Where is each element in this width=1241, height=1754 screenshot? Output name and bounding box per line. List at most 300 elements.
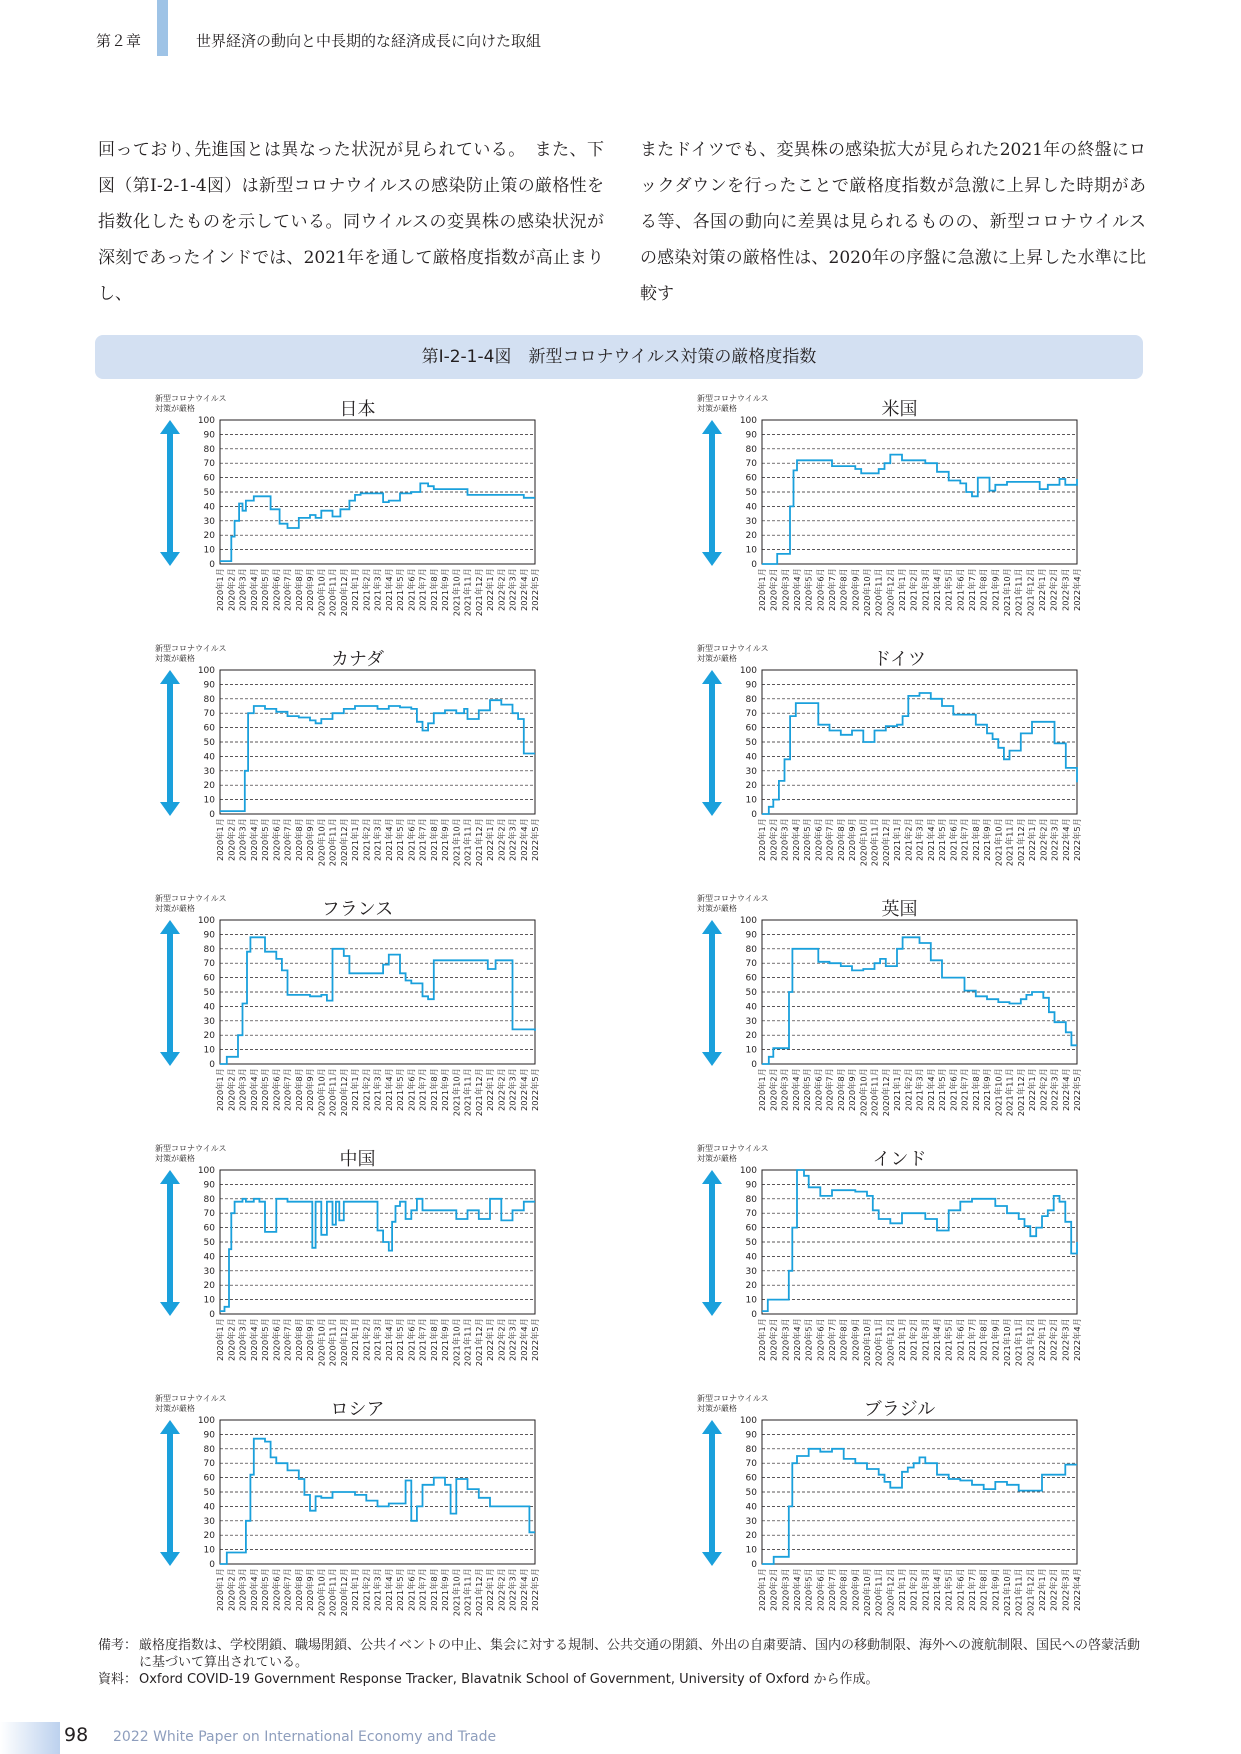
y-tick-label: 60: [203, 723, 215, 734]
x-tick-label: 2021年5月: [937, 1068, 947, 1111]
y-tick-label: 40: [745, 752, 757, 763]
x-tick-label: 2021年4月: [932, 568, 942, 611]
x-tick-label: 2020年5月: [802, 1068, 812, 1111]
plot-frame: [762, 670, 1077, 814]
y-tick-label: 30: [203, 1266, 215, 1277]
x-tick-label: 2021年6月: [406, 1068, 417, 1111]
arrow-label: 新型コロナウイルス: [697, 894, 769, 903]
plot-frame: [220, 1420, 535, 1564]
x-tick-label: 2020年7月: [827, 1318, 837, 1361]
x-tick-label: 2022年1月: [1037, 1568, 1047, 1611]
x-tick-label: 2020年12月: [338, 1568, 349, 1617]
chart-title: 日本: [339, 399, 376, 420]
x-tick-label: 2022年4月: [1072, 568, 1082, 611]
x-tick-label: 2021年11月: [1004, 1068, 1015, 1117]
x-tick-label: 2020年2月: [226, 818, 237, 861]
y-tick-label: 10: [745, 1295, 757, 1306]
x-tick-label: 2020年7月: [827, 568, 837, 611]
x-tick-label: 2020年9月: [305, 1068, 315, 1111]
x-tick-label: 2020年6月: [271, 1318, 282, 1361]
y-tick-label: 20: [745, 1531, 757, 1542]
x-tick-label: 2020年9月: [850, 1568, 861, 1611]
x-tick-label: 2020年10月: [862, 1568, 872, 1617]
x-tick-label: 2021年7月: [417, 568, 428, 611]
x-tick-label: 2022年2月: [496, 1568, 507, 1611]
x-tick-label: 2022年4月: [1060, 1068, 1071, 1111]
arrow-head-down: [160, 1552, 180, 1566]
x-tick-label: 2021年1月: [892, 818, 902, 861]
x-tick-label: 2021年2月: [361, 1068, 372, 1111]
y-tick-label: 40: [203, 1502, 215, 1513]
y-tick-label: 40: [745, 1002, 757, 1013]
x-tick-label: 2020年7月: [827, 1568, 837, 1611]
x-tick-label: 2022年4月: [518, 1318, 529, 1361]
x-tick-label: 2021年8月: [978, 568, 989, 612]
x-tick-label: 2022年2月: [1038, 818, 1049, 861]
x-tick-label: 2020年9月: [850, 568, 861, 611]
x-tick-label: 2020年2月: [226, 1068, 237, 1111]
x-tick-label: 2020年2月: [768, 568, 779, 611]
chart-title: 中国: [339, 1149, 376, 1170]
x-tick-label: 2021年10月: [451, 1568, 462, 1617]
x-tick-label: 2020年1月: [215, 1068, 225, 1111]
plot-frame: [220, 670, 535, 814]
arrow-head-down: [702, 1052, 722, 1066]
x-tick-label: 2021年2月: [903, 818, 914, 861]
y-tick-label: 20: [745, 531, 757, 542]
page-number: 98: [64, 1724, 89, 1746]
x-tick-label: 2020年7月: [282, 1068, 293, 1111]
country-chart: [155, 893, 540, 1116]
y-tick-label: 40: [203, 502, 215, 513]
x-tick-label: 2020年10月: [862, 568, 872, 617]
x-tick-label: 2020年1月: [215, 1568, 225, 1611]
x-tick-label: 2020年3月: [237, 568, 248, 611]
x-tick-label: 2021年3月: [372, 1068, 383, 1111]
plot-frame: [220, 420, 535, 564]
y-tick-label: 10: [745, 795, 757, 806]
x-tick-label: 2022年3月: [1060, 1568, 1071, 1611]
x-tick-label: 2020年7月: [282, 1318, 293, 1361]
x-tick-label: 2021年12月: [473, 818, 484, 867]
chart-title: 米国: [881, 399, 918, 420]
y-tick-label: 20: [203, 1281, 215, 1292]
x-tick-label: 2020年12月: [885, 568, 896, 617]
x-tick-label: 2020年11月: [873, 1568, 884, 1617]
y-tick-label: 0: [751, 560, 757, 570]
y-tick-label: 70: [203, 709, 215, 720]
x-tick-label: 2020年8月: [293, 818, 304, 861]
body-text-right: [640, 132, 1146, 312]
x-tick-label: 2021年2月: [361, 568, 372, 611]
arrow-head-down: [702, 1302, 722, 1316]
x-tick-label: 2020年9月: [305, 818, 315, 861]
x-tick-label: 2020年1月: [215, 818, 225, 861]
x-tick-label: 2021年2月: [908, 1318, 919, 1361]
x-tick-label: 2020年12月: [338, 1318, 349, 1367]
y-tick-label: 70: [745, 1209, 757, 1220]
x-tick-label: 2022年1月: [485, 568, 495, 611]
y-tick-label: 50: [745, 738, 757, 748]
x-tick-label: 2022年5月: [530, 1568, 540, 1611]
x-tick-label: 2020年2月: [768, 1068, 779, 1111]
x-tick-label: 2021年7月: [417, 1318, 428, 1361]
x-tick-label: 2020年11月: [327, 1568, 338, 1617]
chart-title: カナダ: [330, 649, 385, 670]
x-tick-label: 2021年1月: [350, 1068, 360, 1111]
x-tick-label: 2020年1月: [757, 818, 767, 861]
x-tick-label: 2021年3月: [372, 818, 383, 861]
x-tick-label: 2020年4月: [248, 1068, 259, 1111]
x-tick-label: 2020年6月: [271, 818, 282, 861]
y-tick-label: 90: [203, 1430, 215, 1441]
y-tick-label: 70: [745, 959, 757, 970]
y-tick-label: 20: [203, 1531, 215, 1542]
arrow-head-up: [702, 1420, 722, 1434]
x-tick-label: 2020年4月: [248, 1318, 259, 1361]
arrow-head-up: [160, 1170, 180, 1184]
x-tick-label: 2022年2月: [1048, 1568, 1059, 1611]
x-tick-label: 2020年4月: [792, 1318, 802, 1361]
x-tick-label: 2021年9月: [990, 1568, 1001, 1611]
x-tick-label: 2020年3月: [780, 568, 791, 611]
x-tick-label: 2020年5月: [803, 1568, 814, 1611]
x-tick-label: 2022年3月: [507, 818, 518, 861]
arrow-head-up: [160, 670, 180, 684]
x-tick-label: 2022年1月: [1037, 568, 1047, 611]
arrow-head-down: [702, 1552, 722, 1566]
x-tick-label: 2021年7月: [417, 1568, 428, 1611]
y-tick-label: 80: [745, 944, 757, 955]
y-tick-label: 0: [751, 1560, 757, 1570]
y-tick-label: 50: [745, 488, 757, 498]
chart-title: フランス: [321, 899, 394, 920]
x-tick-label: 2020年8月: [293, 1068, 304, 1111]
arrow-head-down: [702, 552, 722, 566]
y-tick-label: 90: [745, 680, 757, 691]
chart-title: 英国: [881, 899, 918, 920]
x-tick-label: 2021年1月: [897, 568, 907, 611]
x-tick-label: 2020年3月: [779, 818, 790, 861]
arrow-label: 新型コロナウイルス: [155, 1144, 227, 1153]
arrow-label: 対策が厳格: [697, 1404, 737, 1413]
y-tick-label: 50: [203, 988, 215, 998]
x-tick-label: 2020年10月: [316, 818, 327, 867]
x-tick-label: 2020年11月: [869, 1068, 880, 1117]
x-tick-label: 2020年4月: [248, 568, 259, 611]
y-tick-label: 90: [745, 1430, 757, 1441]
y-tick-label: 100: [739, 666, 757, 676]
x-tick-label: 2021年10月: [1002, 1318, 1012, 1367]
y-tick-label: 20: [745, 1281, 757, 1292]
y-tick-label: 60: [745, 1473, 757, 1484]
y-tick-label: 30: [203, 516, 215, 527]
chart-title: ロシア: [330, 1399, 385, 1420]
country-chart: [697, 643, 1082, 866]
y-tick-label: 0: [209, 810, 215, 820]
x-tick-label: 2022年2月: [1048, 1318, 1059, 1361]
arrow-head-down: [160, 1052, 180, 1066]
x-tick-label: 2021年11月: [462, 568, 473, 617]
y-tick-label: 60: [203, 1473, 215, 1484]
x-tick-label: 2022年5月: [530, 1318, 540, 1361]
x-tick-label: 2020年7月: [282, 568, 293, 611]
country-chart: [697, 1393, 1082, 1616]
x-tick-label: 2021年12月: [473, 1568, 484, 1617]
x-tick-label: 2021年12月: [1025, 1318, 1036, 1367]
x-tick-label: 2022年1月: [485, 1318, 495, 1361]
arrow-head-up: [702, 1170, 722, 1184]
country-chart: [155, 1393, 540, 1616]
x-tick-label: 2020年2月: [226, 568, 237, 611]
x-tick-label: 2022年5月: [530, 568, 540, 611]
x-tick-label: 2020年8月: [835, 1068, 846, 1111]
x-tick-label: 2021年4月: [383, 1068, 394, 1111]
y-tick-label: 30: [745, 766, 757, 777]
y-tick-label: 60: [745, 723, 757, 734]
x-tick-label: 2022年4月: [518, 818, 529, 861]
country-chart: [155, 1143, 540, 1366]
x-tick-label: 2021年9月: [440, 818, 450, 861]
y-tick-label: 10: [745, 545, 757, 556]
x-tick-label: 2021年2月: [361, 1318, 372, 1361]
x-tick-label: 2020年10月: [862, 1318, 872, 1367]
y-tick-label: 70: [203, 1459, 215, 1470]
x-tick-label: 2021年11月: [1013, 1568, 1024, 1617]
x-tick-label: 2022年3月: [507, 1568, 518, 1611]
arrow-label: 対策が厳格: [155, 1404, 195, 1413]
x-tick-label: 2021年12月: [473, 1318, 484, 1367]
x-tick-label: 2020年11月: [873, 568, 884, 617]
x-tick-label: 2021年3月: [920, 1568, 931, 1611]
x-tick-label: 2020年8月: [835, 818, 846, 861]
x-tick-label: 2020年3月: [237, 818, 248, 861]
x-tick-label: 2020年5月: [260, 1568, 270, 1611]
x-tick-label: 2021年4月: [932, 1318, 942, 1361]
x-tick-label: 2022年3月: [507, 568, 518, 611]
x-tick-label: 2021年7月: [967, 1568, 977, 1611]
x-tick-label: 2022年4月: [1060, 818, 1071, 861]
x-tick-label: 2022年2月: [496, 1318, 507, 1361]
x-tick-label: 2021年9月: [440, 1568, 450, 1611]
y-tick-label: 40: [745, 1502, 757, 1513]
x-tick-label: 2021年1月: [350, 568, 360, 611]
y-tick-label: 50: [745, 988, 757, 998]
footer-band: [0, 1722, 60, 1754]
arrow-label: 対策が厳格: [155, 904, 195, 913]
footer-publication: 2022 White Paper on International Economy and Trade: [113, 1729, 497, 1745]
x-tick-label: 2021年2月: [908, 568, 919, 611]
arrow-head-up: [160, 420, 180, 434]
x-tick-label: 2020年5月: [260, 568, 270, 611]
x-tick-label: 2021年11月: [462, 1068, 473, 1117]
x-tick-label: 2021年4月: [383, 1568, 394, 1611]
x-tick-label: 2020年10月: [316, 1068, 327, 1117]
arrow-head-up: [160, 1420, 180, 1434]
y-tick-label: 100: [739, 1166, 757, 1176]
y-tick-label: 80: [745, 1444, 757, 1455]
x-tick-label: 2021年6月: [406, 568, 417, 611]
series-line: [762, 1170, 1077, 1311]
x-tick-label: 2020年8月: [293, 1568, 304, 1611]
x-tick-label: 2022年5月: [1072, 1068, 1082, 1111]
x-tick-label: 2022年2月: [496, 818, 507, 861]
arrow-label: 新型コロナウイルス: [697, 394, 769, 403]
x-tick-label: 2021年5月: [395, 1068, 405, 1111]
y-tick-label: 80: [203, 694, 215, 705]
x-tick-label: 2021年11月: [462, 1568, 473, 1617]
y-tick-label: 60: [745, 1223, 757, 1234]
x-tick-label: 2021年12月: [1025, 1568, 1036, 1617]
y-tick-label: 100: [197, 916, 215, 926]
x-tick-label: 2020年2月: [768, 1568, 779, 1611]
chart-title: ブラジル: [863, 1399, 936, 1420]
x-tick-label: 2021年12月: [473, 568, 484, 617]
y-tick-label: 80: [203, 1444, 215, 1455]
x-tick-label: 2020年10月: [858, 818, 869, 867]
body-paragraph-right: またドイツでも、変異株の感染拡大が見られた2021年の終盤にロックダウンを行ったことで厳格度指数が急激に上昇した時期がある等、各国の動向に差異は見られるものの、新型コロナウイルスの感染対策の厳格性は、2020年の序盤に急激に上昇した水準に比較す: [640, 140, 1146, 304]
arrow-label: 新型コロナウイルス: [697, 1144, 769, 1153]
series-line: [762, 937, 1077, 1064]
x-tick-label: 2021年3月: [372, 1568, 383, 1611]
x-tick-label: 2021年10月: [451, 568, 462, 617]
x-tick-label: 2021年11月: [462, 818, 473, 867]
x-tick-label: 2020年7月: [824, 1068, 835, 1111]
y-tick-label: 40: [745, 502, 757, 513]
x-tick-label: 2020年8月: [838, 1568, 849, 1611]
body-text-left: [98, 132, 604, 312]
arrow-head-up: [702, 420, 722, 434]
x-tick-label: 2020年4月: [792, 568, 802, 611]
x-tick-label: 2022年3月: [1060, 568, 1071, 611]
country-chart: [155, 643, 540, 866]
chapter-divider-bar: [157, 0, 168, 56]
x-tick-label: 2021年7月: [967, 568, 977, 611]
x-tick-label: 2021年8月: [428, 568, 439, 611]
y-tick-label: 90: [203, 430, 215, 441]
body-paragraph-left: 回っており､先進国とは異なった状況が見られている。 また、下図（第Ⅰ-2-1-4図）は新型コロナウイルスの感染防止策の厳格性を指数化したものを示している。同ウイルスの変異株の感染状況が深刻であったインドでは、2021年を通して厳格度指数が高止まりし、: [98, 140, 604, 304]
x-tick-label: 2021年6月: [406, 818, 417, 861]
x-tick-label: 2020年1月: [757, 1568, 767, 1611]
note-remarks-label: 備考：: [98, 1638, 138, 1653]
x-tick-label: 2021年10月: [1002, 1568, 1012, 1617]
x-tick-label: 2020年12月: [885, 1318, 896, 1367]
x-tick-label: 2020年2月: [226, 1318, 237, 1361]
y-tick-label: 20: [745, 781, 757, 792]
x-tick-label: 2022年3月: [507, 1068, 518, 1111]
x-tick-label: 2021年8月: [428, 1568, 439, 1611]
y-tick-label: 10: [203, 795, 215, 806]
y-tick-label: 10: [203, 545, 215, 556]
x-tick-label: 2021年6月: [406, 1318, 417, 1361]
arrow-label: 対策が厳格: [155, 1154, 195, 1163]
x-tick-label: 2021年7月: [417, 1068, 428, 1111]
x-tick-label: 2021年9月: [982, 818, 992, 861]
x-tick-label: 2020年12月: [880, 1068, 891, 1117]
figure-title-bar: [95, 335, 1143, 379]
x-tick-label: 2020年11月: [873, 1318, 884, 1367]
y-tick-label: 30: [745, 1516, 757, 1527]
x-tick-label: 2021年1月: [350, 1318, 360, 1361]
x-tick-label: 2020年12月: [338, 1068, 349, 1117]
x-tick-label: 2022年1月: [1027, 1068, 1037, 1111]
x-tick-label: 2020年7月: [824, 818, 835, 861]
x-tick-label: 2021年3月: [372, 568, 383, 611]
x-tick-label: 2021年6月: [948, 818, 959, 861]
x-tick-label: 2021年10月: [1002, 568, 1012, 617]
y-tick-label: 10: [203, 1545, 215, 1556]
x-tick-label: 2022年3月: [1060, 1318, 1071, 1361]
country-chart: [697, 1143, 1082, 1366]
x-tick-label: 2021年4月: [383, 818, 394, 861]
series-line: [220, 700, 535, 811]
x-tick-label: 2021年5月: [943, 1318, 954, 1361]
x-tick-label: 2021年9月: [982, 1068, 992, 1111]
chapter-number: 第２章: [96, 32, 142, 50]
x-tick-label: 2020年8月: [293, 568, 304, 611]
series-line: [762, 455, 1077, 564]
arrow-label: 新型コロナウイルス: [697, 644, 769, 653]
x-tick-label: 2020年12月: [338, 818, 349, 867]
chapter-title: 世界経済の動向と中長期的な経済成長に向けた取組: [196, 32, 542, 50]
x-tick-label: 2020年1月: [757, 1318, 767, 1361]
y-tick-label: 80: [203, 944, 215, 955]
y-tick-label: 100: [197, 1416, 215, 1426]
chart-title: インド: [872, 1149, 927, 1170]
arrow-label: 新型コロナウイルス: [155, 394, 227, 403]
x-tick-label: 2020年8月: [293, 1318, 304, 1361]
x-tick-label: 2020年6月: [271, 568, 282, 611]
x-tick-label: 2021年11月: [1004, 818, 1015, 867]
x-tick-label: 2020年1月: [757, 568, 767, 611]
x-tick-label: 2022年3月: [507, 1318, 518, 1361]
y-tick-label: 40: [203, 1002, 215, 1013]
arrow-head-down: [702, 802, 722, 816]
y-tick-label: 60: [745, 473, 757, 484]
x-tick-label: 2020年11月: [327, 568, 338, 617]
x-tick-label: 2022年1月: [1037, 1318, 1047, 1361]
x-tick-label: 2020年10月: [858, 1068, 869, 1117]
series-line: [220, 1439, 535, 1564]
x-tick-label: 2020年4月: [248, 818, 259, 861]
x-tick-label: 2020年3月: [780, 1318, 791, 1361]
arrow-head-up: [702, 670, 722, 684]
figure-notes: [98, 1637, 1148, 1688]
y-tick-label: 40: [203, 1252, 215, 1263]
x-tick-label: 2020年10月: [316, 1568, 327, 1617]
x-tick-label: 2021年2月: [908, 1568, 919, 1611]
x-tick-label: 2021年9月: [440, 568, 450, 611]
arrow-label: 対策が厳格: [697, 1154, 737, 1163]
x-tick-label: 2020年6月: [271, 1568, 282, 1611]
y-tick-label: 60: [203, 1223, 215, 1234]
x-tick-label: 2022年3月: [1049, 1068, 1060, 1111]
x-tick-label: 2022年1月: [485, 1068, 495, 1111]
x-tick-label: 2020年11月: [327, 1068, 338, 1117]
plot-frame: [762, 920, 1077, 1064]
x-tick-label: 2021年2月: [361, 1568, 372, 1611]
x-tick-label: 2020年6月: [815, 568, 826, 611]
x-tick-label: 2021年4月: [932, 1568, 942, 1611]
x-tick-label: 2021年6月: [955, 568, 966, 611]
x-tick-label: 2020年11月: [327, 818, 338, 867]
x-tick-label: 2021年8月: [428, 1318, 439, 1361]
x-tick-label: 2021年11月: [1013, 1318, 1024, 1367]
x-tick-label: 2020年10月: [316, 568, 327, 617]
x-tick-label: 2020年8月: [838, 1318, 849, 1361]
x-tick-label: 2020年11月: [327, 1318, 338, 1367]
y-tick-label: 100: [197, 666, 215, 676]
